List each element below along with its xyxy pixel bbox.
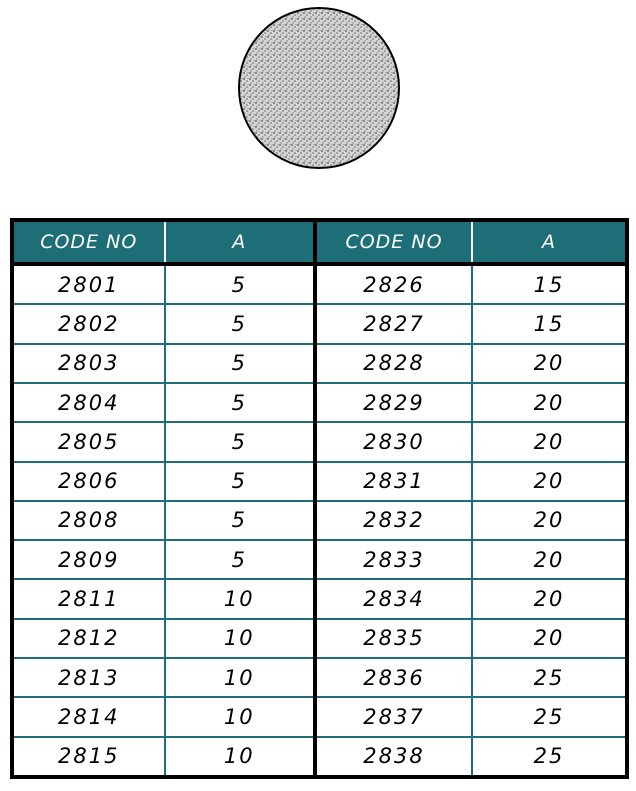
code-no-cell: 2808	[14, 501, 165, 540]
table-header-row	[317, 222, 625, 264]
table-right-body	[317, 264, 625, 775]
table-row	[317, 697, 625, 736]
a-value-cell: 5	[165, 383, 314, 422]
table-row	[317, 658, 625, 697]
table-row	[14, 383, 313, 422]
table-row	[14, 304, 313, 343]
a-value-cell: 20	[472, 462, 625, 501]
code-no-cell: 2826	[317, 264, 472, 304]
code-no-cell: 2802	[14, 304, 165, 343]
code-no-cell: 2804	[14, 383, 165, 422]
a-value-cell: 10	[223, 744, 255, 769]
table-left	[10, 218, 317, 779]
code-no-cell: 2834	[317, 579, 472, 618]
a-value-cell: 15	[472, 304, 625, 343]
table-row	[317, 422, 625, 461]
code-no-cell: 2831	[317, 462, 472, 501]
table-row	[317, 501, 625, 540]
code-tables	[10, 218, 629, 779]
table-row	[317, 462, 625, 501]
table-row	[14, 737, 313, 775]
code-no-cell: 2805	[14, 422, 165, 461]
table-header-row	[14, 222, 313, 264]
table-row	[14, 264, 313, 304]
a-value-cell: 15	[472, 264, 625, 304]
table-row	[317, 383, 625, 422]
code-no-cell: 2838	[317, 737, 472, 775]
code-no-cell: 2811	[14, 579, 165, 618]
a-value-cell: 5	[165, 264, 314, 304]
table-row	[317, 304, 625, 343]
code-no-cell: 2803	[14, 344, 165, 383]
table-row	[14, 658, 313, 697]
a-value-cell: 5	[165, 304, 314, 343]
code-no-cell: 2827	[317, 304, 472, 343]
a-value-cell: 20	[472, 540, 625, 579]
table-row	[14, 501, 313, 540]
code-no-cell: 2815	[14, 737, 165, 775]
code-no-cell: 2830	[317, 422, 472, 461]
a-value-cell: 20	[472, 422, 625, 461]
code-no-cell: 2814	[14, 697, 165, 736]
a-value-cell: 10	[165, 658, 314, 697]
table-row	[14, 697, 313, 736]
a-value-cell: 10	[165, 619, 314, 658]
table-row	[317, 579, 625, 618]
table-row	[14, 422, 313, 461]
a-value-cell: 5	[165, 422, 314, 461]
a-value-cell: 20	[472, 579, 625, 618]
table-row	[317, 540, 625, 579]
header-code-no: CODE NO	[317, 222, 472, 264]
product-circle-illustration	[237, 6, 401, 170]
code-no-cell: 2806	[14, 462, 165, 501]
code-no-cell: 2813	[14, 658, 165, 697]
code-table-left	[14, 222, 313, 775]
a-value-cell: 20	[472, 383, 625, 422]
code-no-cell: 2836	[317, 658, 472, 697]
table-row	[317, 264, 625, 304]
code-no-cell: 2801	[14, 264, 165, 304]
code-no-cell: 2833	[317, 540, 472, 579]
a-value-cell: 25	[533, 744, 565, 769]
a-value-cell: 10	[165, 579, 314, 618]
code-no-cell: 2837	[317, 697, 472, 736]
header-a: A	[165, 222, 314, 264]
code-no-cell: 2828	[317, 344, 472, 383]
a-value-cell: 20	[472, 619, 625, 658]
header-code-no: CODE NO	[14, 222, 165, 264]
table-row	[14, 344, 313, 383]
code-no-cell: 2832	[317, 501, 472, 540]
a-value-cell: 5	[165, 344, 314, 383]
a-value-cell: 20	[472, 344, 625, 383]
code-table-right	[317, 222, 625, 775]
stippled-circle-icon	[237, 6, 401, 170]
table-row	[317, 344, 625, 383]
code-no-cell: 2829	[317, 383, 472, 422]
table-right	[313, 218, 629, 779]
code-no-cell: 2835	[317, 619, 472, 658]
a-value-cell: 10	[165, 697, 314, 736]
code-no-cell: 2809	[14, 540, 165, 579]
table-row	[14, 540, 313, 579]
a-value-cell: 5	[165, 540, 314, 579]
table-row	[14, 619, 313, 658]
a-value-cell: 5	[165, 501, 314, 540]
a-value-cell: 25	[472, 658, 625, 697]
table-left-body	[14, 264, 313, 775]
table-row	[14, 462, 313, 501]
a-value-cell: 25	[472, 697, 625, 736]
header-a: A	[472, 222, 625, 264]
code-no-cell: 2812	[14, 619, 165, 658]
table-row	[14, 579, 313, 618]
a-value-cell: 5	[165, 462, 314, 501]
table-row	[317, 619, 625, 658]
a-value-cell: 20	[472, 501, 625, 540]
table-row	[317, 737, 625, 775]
